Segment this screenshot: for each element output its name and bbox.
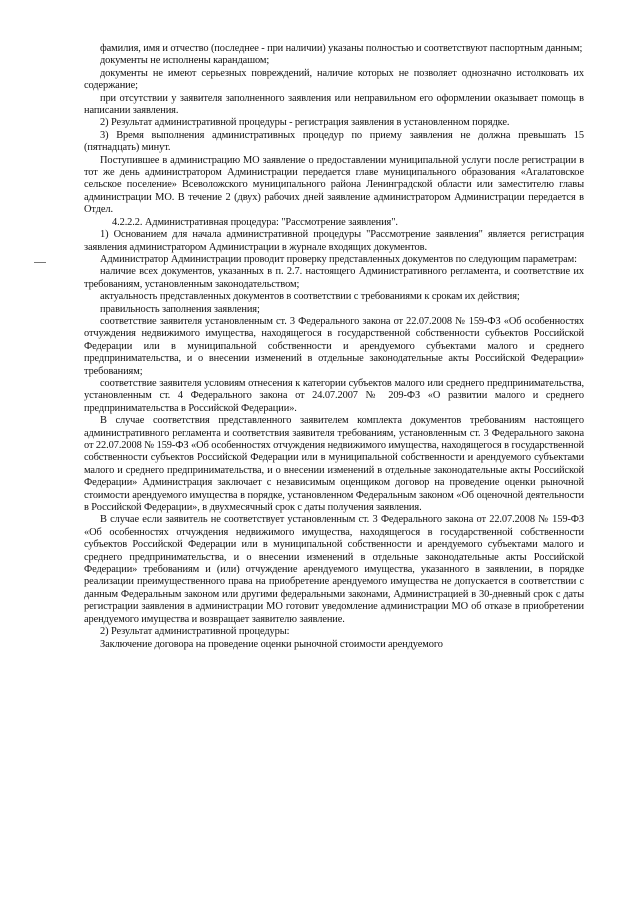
list-item: при отсутствии у заявителя заполненного заявления или неправильном его оформлении оказывает помощь в написании заявления.	[84, 92, 584, 117]
paragraph: В случае если заявитель не соответствует установленным ст. 3 Федерального закона от 22.07.2008 № 159-ФЗ «Об особенностях отчуждения недвижимого имущества, находящегося в государственной собственности субъектов Российской Федерации или в муниципальной собственности и арендуемого субъектами малого и среднего предпринимательства, и о внесении изменений в отдельные законодательные акты Российской Федерации» требованиям и (или) отчуждение арендуемого имущества, указанного в заявлении, в порядке реализации преимущественного права на приобретение арендуемого имущества не допускается в соответствии с данным Федеральным законом или другими федеральными законами, Администрацией в 30-дневный срок с даты регистрации заявления в администрации МО готовит уведомление администрации МО об отказе в приобретении арендуемого имущества и возвращает заявителю заявление.	[84, 514, 584, 625]
paragraph: Администратор Администрации проводит проверку представленных документов по следующим параметрам:	[100, 253, 577, 265]
paragraph: 3) Время выполнения административных процедур по приему заявления не должна превышать 15 (пятнадцать) минут.	[84, 129, 584, 154]
list-item: наличие всех документов, указанных в п. 2.7. настоящего Административного регламента, и соответствие их требованиям, установленным законодательством;	[84, 266, 584, 290]
paragraph: Поступившее в администрацию МО заявление о предоставлении муниципальной услуги после регистрации в тот же день администратором Администрации передается главе муниципального образования «Агалатовское сельское поселение» Всеволожского муниципального района Ленинградской области или заместителю главы администрации МО. В течение 2 (двух) рабочих дней заявление администратором Администрации передается в Отдел.	[84, 154, 584, 216]
section-heading: 4.2.2.2. Административная процедура: "Рассмотрение заявления".	[112, 216, 398, 228]
paragraph: В случае соответствия представленного заявителем комплекта документов требованиям настоящего административного регламента и соответствия заявителя требованиям, установленным ст. 3 Федерального закона от 22.07.2008 № 159-ФЗ «Об особенностях отчуждения недвижимого имущества, находящегося в государственной собственности субъектов Российской Федерации или в муниципальной собственности и арендуемого субъектами малого и среднего предпринимательства, и о внесении изменений в отдельные законодательные акты Российской Федерации» Администрация заключает с независимым оценщиком договор на проведение оценки рыночной стоимости арендуемого имущества в порядке, установленном Федеральным законом «Об оценочной деятельности в Российской Федерации», в двухмесячный срок с даты получения заявления.	[84, 415, 584, 514]
document-page	[84, 43, 584, 651]
paragraph: 2) Результат административной процедуры:	[100, 626, 290, 638]
list-item: соответствие заявителя установленным ст. 3 Федерального закона от 22.07.2008 № 159-ФЗ «Об особенностях отчуждения недвижимого имущества, находящегося в государственной собственности субъектов Российской Федерации или в муниципальной собственности и арендуемого субъектами малого и среднего предпринимательства, и о внесении изменений в отдельные законодательные акты Российской Федерации» требованиям;	[84, 315, 584, 377]
list-item: правильность заполнения заявления;	[100, 303, 260, 315]
paragraph: 2) Результат административной процедуры - регистрация заявления в установленном порядке.	[100, 117, 510, 129]
list-item: соответствие заявителя условиям отнесения к категории субъектов малого или среднего предпринимательства, установленным ст. 4 Федерального закона от 24.07.2007 № 209-ФЗ «О развитии малого и среднего предпринимательства в Российской Федерации».	[84, 377, 584, 414]
list-item: фамилия, имя и отчество (последнее - при наличии) указаны полностью и соответствуют паспортным данным;	[100, 43, 583, 54]
list-item: актуальность представленных документов в соответствии с требованиями к срокам их действия;	[100, 291, 520, 303]
list-item: документы не исполнены карандашом;	[100, 55, 270, 67]
list-item: документы не имеют серьезных повреждений, наличие которых не позволяет однозначно истолковать их содержание;	[84, 67, 584, 92]
paragraph: Заключение договора на проведение оценки рыночной стоимости арендуемого	[100, 638, 443, 650]
margin-mark	[34, 262, 46, 263]
paragraph: 1) Основанием для начала административной процедуры "Рассмотрение заявления" является регистрация заявления администратором Администрации в журнале входящих документов.	[84, 229, 584, 253]
